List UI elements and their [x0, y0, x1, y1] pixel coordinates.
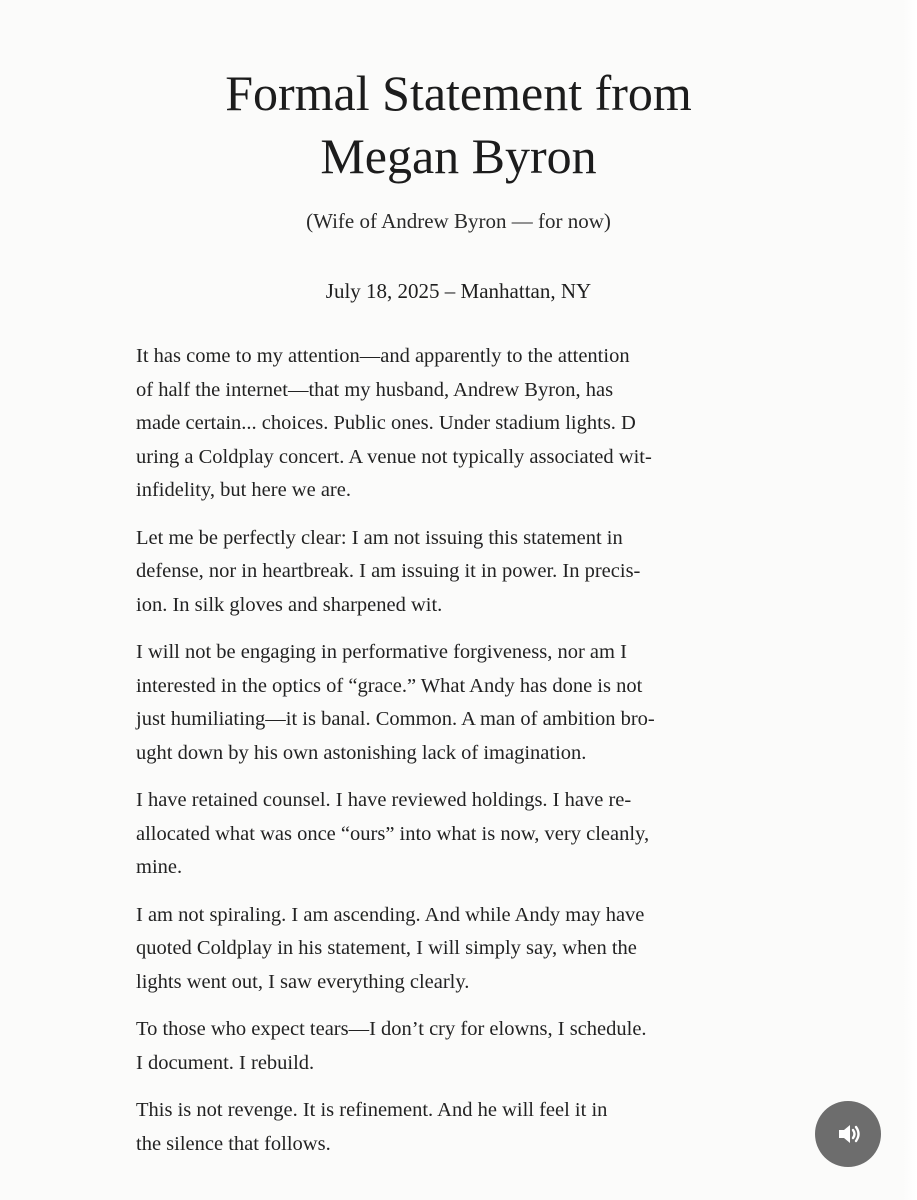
paragraph-line: infidelity, but here we are. — [136, 479, 351, 501]
statement-paragraph — [136, 1094, 796, 1161]
paragraph-line: allocated what was once “ours” into what is now, very cleanly, — [136, 822, 650, 845]
paragraph-line: I will not be engaging in performative forgiveness, nor am I — [136, 641, 627, 663]
paragraph-line: This is not revenge. It is refinement. And he will feel it in — [136, 1099, 608, 1121]
paragraph-line: uring a Coldplay concert. A venue not typically associated wit- — [136, 445, 652, 468]
paragraph-line: lights went out, I saw everything clearly. — [136, 970, 470, 993]
paragraph-line: mine. — [136, 856, 183, 878]
paragraph-line: ion. In silk gloves and sharpened wit. — [136, 593, 443, 616]
statement-paragraph — [136, 899, 796, 1000]
paragraph-line: defense, nor in heartbreak. I am issuing it in power. In precis- — [136, 560, 641, 582]
title-line-2: Megan Byron — [320, 128, 597, 184]
statement-body — [136, 340, 796, 1175]
title-line-1: Formal Statement from — [225, 65, 692, 121]
paragraph-line: To those who expect tears—I don’t cry for elowns, I schedule. — [136, 1018, 647, 1040]
paragraph-line: I am not spiraling. I am ascending. And while Andy may have — [136, 903, 645, 926]
statement-title — [0, 62, 917, 188]
statement-paragraph — [136, 340, 796, 508]
paragraph-line: I document. I rebuild. — [136, 1051, 315, 1074]
paragraph-line: just humiliating—it is banal. Common. A man of ambition bro- — [136, 708, 655, 730]
paragraph-line: of half the internet—that my husband, Andrew Byron, has — [136, 378, 614, 401]
statement-paragraph — [136, 522, 796, 623]
paragraph-line: ught down by his own astonishing lack of imagination. — [136, 741, 587, 764]
statement-paragraph — [136, 784, 796, 885]
paragraph-line: Let me be perfectly clear: I am not issuing this statement in — [136, 526, 623, 549]
statement-paragraph — [136, 1013, 796, 1080]
speaker-volume-icon — [833, 1119, 863, 1149]
paragraph-line: It has come to my attention—and apparently to the attention — [136, 345, 630, 367]
paragraph-line: I have retained counsel. I have reviewed holdings. I have re- — [136, 789, 632, 811]
statement-paragraph — [136, 636, 796, 770]
statement-subtitle: (Wife of Andrew Byron — for now) — [306, 209, 611, 233]
paragraph-line: the silence that follows. — [136, 1132, 331, 1155]
paragraph-line: made certain... choices. Public ones. Under stadium lights. D — [136, 412, 636, 434]
paragraph-line: interested in the optics of “grace.” What Andy has done is not — [136, 674, 643, 697]
paragraph-line: quoted Coldplay in his statement, I will simply say, when the — [136, 937, 637, 959]
statement-dateline: July 18, 2025 – Manhattan, NY — [325, 279, 592, 303]
audio-toggle-button[interactable] — [815, 1101, 881, 1167]
